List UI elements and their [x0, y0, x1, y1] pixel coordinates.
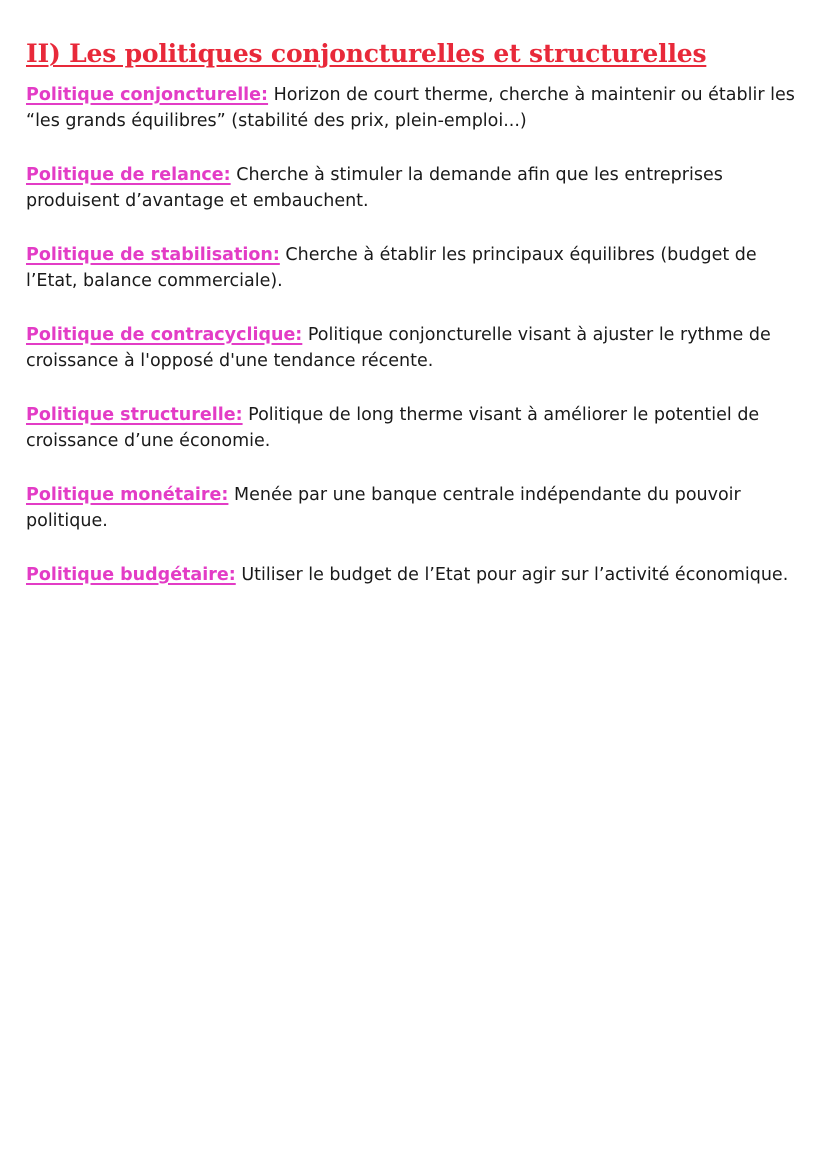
- definition-text: Politique conjoncturelle visant à ajuster le rythme de croissance à l'opposé d'une tendance récente.: [26, 325, 771, 371]
- definition-term: Politique budgétaire:: [26, 565, 236, 585]
- definition-term: Politique de stabilisation:: [26, 245, 280, 265]
- definition-list: [26, 82, 802, 616]
- definition-text: Horizon de court therme, cherche à maintenir ou établir les “les grands équilibres” (stabilité des prix, plein-emploi...): [26, 85, 795, 131]
- definition-term: Politique conjoncturelle:: [26, 85, 269, 105]
- definition-text: Cherche à stimuler la demande afin que les entreprises produisent d’avantage et embauchent.: [26, 165, 723, 211]
- definition-text: Utiliser le budget de l’Etat pour agir sur l’activité économique.: [235, 565, 789, 585]
- definition-text: Menée par une banque centrale indépendante du pouvoir politique.: [26, 485, 741, 531]
- definition-term: Politique de contracyclique:: [26, 325, 303, 345]
- definition-term: Politique monétaire:: [26, 485, 229, 505]
- definition-item: [26, 562, 802, 588]
- definition-item: [26, 162, 802, 214]
- definition-item: [26, 402, 802, 454]
- definition-text: Politique de long therme visant à améliorer le potentiel de croissance d’une économie.: [26, 405, 760, 451]
- definition-item: [26, 322, 802, 374]
- definition-item: [26, 482, 802, 534]
- definition-term: Politique structurelle:: [26, 405, 243, 425]
- definition-text: Cherche à établir les principaux équilibres (budget de l’Etat, balance commerciale).: [26, 245, 757, 291]
- definition-term: Politique de relance:: [26, 165, 231, 185]
- definition-item: [26, 82, 802, 134]
- section-title: II) Les politiques conjoncturelles et structurelles: [26, 39, 707, 68]
- definition-item: [26, 242, 802, 294]
